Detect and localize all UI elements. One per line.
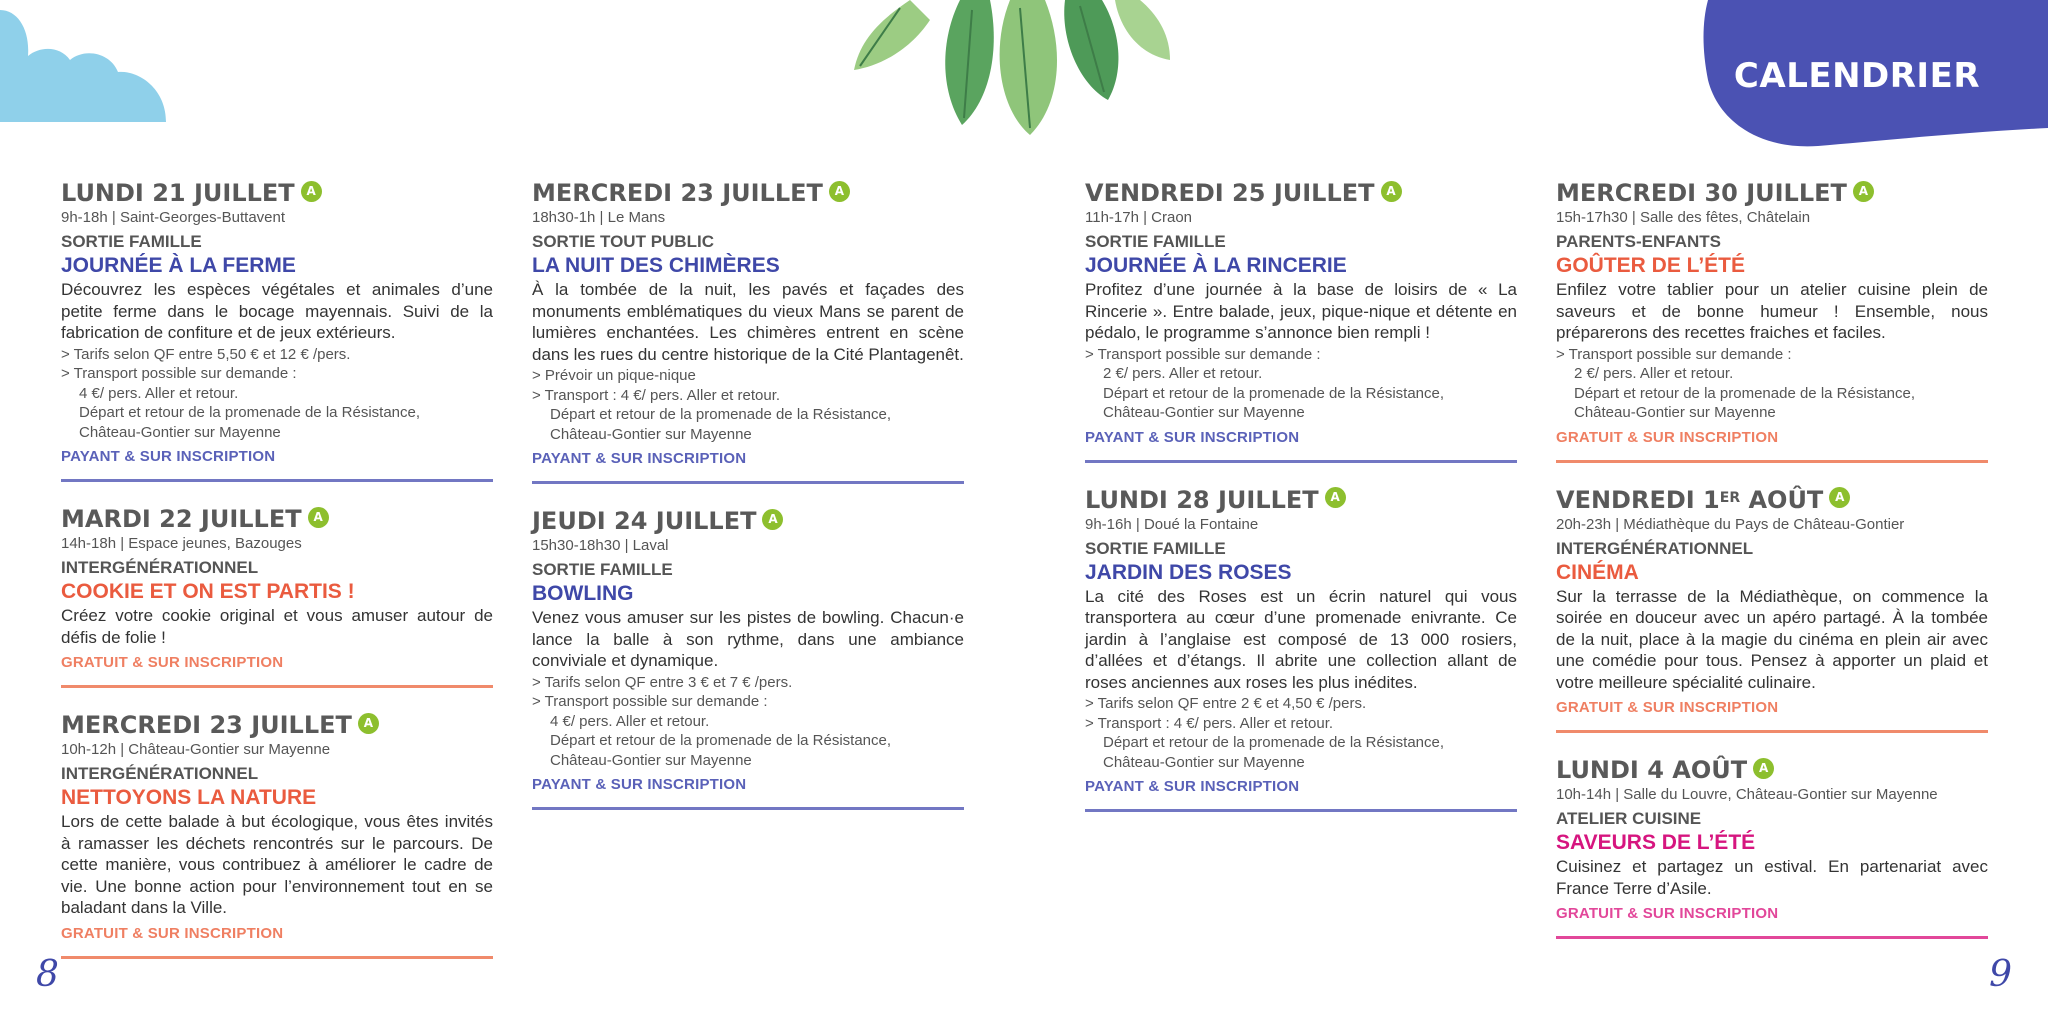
event-card <box>61 504 493 688</box>
event-description: À la tombée de la nuit, les pavés et façades des monuments emblématiques du vieux Mans se parent de lumières enchantées. Les chimères entrent en scène dans les rues du centre historique de la Cité Plantagenêt. <box>532 280 964 364</box>
event-notes <box>1085 694 1517 772</box>
event-registration-status: GRATUIT & SUR INSCRIPTION <box>1556 905 1779 922</box>
event-note-line: Château-Gontier sur Mayenne <box>79 423 281 441</box>
event-description: Cuisinez et partagez un estival. En partenariat avec France Terre d’Asile. <box>1556 857 1988 898</box>
event-time-location: 18h30-1h | Le Mans <box>532 209 666 226</box>
event-date: VENDREDI 25 JUILLET A <box>1085 178 1517 208</box>
event-note-line: > Transport possible sur demande : <box>1085 345 1321 363</box>
event-title: COOKIE ET ON EST PARTIS ! <box>61 580 355 603</box>
event-title: JOURNÉE À LA FERME <box>61 254 296 277</box>
event-note-line: > Transport possible sur demande : <box>532 693 768 710</box>
calendar-column-4 <box>1556 178 1988 961</box>
event-registration-status: GRATUIT & SUR INSCRIPTION <box>61 924 284 942</box>
calendar-column-2 <box>532 178 964 832</box>
event-category: SORTIE FAMILLE <box>61 232 202 251</box>
event-description: Découvrez les espèces végétales et animales d’une petite ferme dans le bocage mayennais. Suivi de la fabrication de confiture et de jeux extérieurs. <box>61 280 493 342</box>
event-category: SORTIE FAMILLE <box>532 560 673 579</box>
event-date: MERCREDI 23 JUILLET A <box>61 710 493 740</box>
event-title: JARDIN DES ROSES <box>1085 560 1292 584</box>
event-registration-status: PAYANT & SUR INSCRIPTION <box>532 776 747 793</box>
event-card <box>532 506 964 810</box>
event-time-location: 14h-18h | Espace jeunes, Bazouges <box>61 535 302 552</box>
leaves-decoration <box>840 0 1200 140</box>
event-card <box>1085 485 1517 813</box>
event-note-line: Départ et retour de la promenade de la Résistance, <box>550 406 892 423</box>
event-note-line: 2 €/ pers. Aller et retour. <box>1574 365 1734 382</box>
event-note-line: Départ et retour de la promenade de la Résistance, <box>550 732 892 749</box>
accessibility-badge-icon: A <box>301 181 322 202</box>
event-category: INTERGÉNÉRATIONNEL <box>1556 538 1754 558</box>
event-note-line: > Transport : 4 €/ pers. Aller et retour. <box>1085 714 1334 732</box>
event-registration-status: GRATUIT & SUR INSCRIPTION <box>1556 428 1779 446</box>
event-date: MARDI 22 JUILLET A <box>61 504 493 534</box>
event-time-location: 20h-23h | Médiathèque du Pays de Château-Gontier <box>1556 515 1905 533</box>
event-note-line: Château-Gontier sur Mayenne <box>1103 753 1305 771</box>
event-description: La cité des Roses est un écrin naturel qui vous transportera au cœur d’une promenade enivrante. Ce jardin à l’anglaise est composé de 13 000 rosiers, d’allées et d’étangs. Il abrite une collection allant de roses anciennes aux roses les plus inédites. <box>1085 586 1517 692</box>
accessibility-badge-icon: A <box>1753 758 1774 779</box>
accessibility-badge-icon: A <box>1853 181 1874 202</box>
event-time-location: 9h-16h | Doué la Fontaine <box>1085 515 1259 533</box>
event-registration-status: PAYANT & SUR INSCRIPTION <box>1085 778 1300 795</box>
page-number-left: 8 <box>36 954 59 995</box>
event-note-line: 4 €/ pers. Aller et retour. <box>550 712 710 730</box>
event-card <box>61 710 493 959</box>
event-card <box>532 178 964 484</box>
event-category: SORTIE TOUT PUBLIC <box>532 232 714 251</box>
event-registration-status: PAYANT & SUR INSCRIPTION <box>1085 428 1300 446</box>
event-description: Sur la terrasse de la Médiathèque, on commence la soirée en douceur avec un apéro partagé. À la tombée de la nuit, place à la magie du cinéma en plein air avec une comédie pour tous. Pensez à apporter un plaid et votre meilleure spécialité culinaire. <box>1556 586 1988 692</box>
accessibility-badge-icon: A <box>1325 487 1346 508</box>
event-date: JEUDI 24 JUILLET A <box>532 506 964 536</box>
event-note-line: Château-Gontier sur Mayenne <box>1103 404 1305 421</box>
event-notes <box>1556 345 1988 423</box>
cloud-decoration <box>0 0 180 130</box>
event-card <box>1556 178 1988 463</box>
event-category: SORTIE FAMILLE <box>1085 232 1226 251</box>
event-note-line: > Transport possible sur demande : <box>61 365 297 382</box>
event-note-line: Départ et retour de la promenade de la Résistance, <box>1574 384 1916 402</box>
event-category: ATELIER CUISINE <box>1556 809 1702 828</box>
event-card <box>1556 485 1988 734</box>
event-time-location: 10h-14h | Salle du Louvre, Château-Gontier sur Mayenne <box>1556 786 1938 803</box>
event-title: BOWLING <box>532 582 634 605</box>
event-note-line: Départ et retour de la promenade de la Résistance, <box>1103 734 1445 751</box>
event-time-location: 9h-18h | Saint-Georges-Buttavent <box>61 209 286 226</box>
event-time-location: 10h-12h | Château-Gontier sur Mayenne <box>61 741 331 758</box>
event-registration-status: PAYANT & SUR INSCRIPTION <box>532 450 747 467</box>
accessibility-badge-icon: A <box>1381 181 1402 202</box>
event-note-line: Départ et retour de la promenade de la Résistance, <box>1103 384 1445 402</box>
page-number-right: 9 <box>1989 954 2012 995</box>
event-description: Venez vous amuser sur les pistes de bowling. Chacun·e lance la balle à son rythme, dans une ambiance conviviale et dynamique. <box>532 608 964 670</box>
event-title: LA NUIT DES CHIMÈRES <box>532 254 780 277</box>
event-title: CINÉMA <box>1556 560 1639 584</box>
event-note-line: Château-Gontier sur Mayenne <box>550 425 752 443</box>
event-time-location: 15h-17h30 | Salle des fêtes, Châtelain <box>1556 209 1811 226</box>
event-description: Profitez d’une journée à la base de loisirs de « La Rincerie ». Entre balade, jeux, pique-nique et détente en pédalo, le programme s’annonce bien rempli ! <box>1085 280 1517 342</box>
event-date: LUNDI 28 JUILLET A <box>1085 485 1517 515</box>
event-date: LUNDI 21 JUILLET A <box>61 178 493 208</box>
event-note-line: > Transport : 4 €/ pers. Aller et retour. <box>532 386 781 404</box>
accessibility-badge-icon: A <box>1829 487 1850 508</box>
event-registration-status: PAYANT & SUR INSCRIPTION <box>61 448 276 465</box>
event-date: MERCREDI 23 JUILLET A <box>532 178 964 208</box>
event-date: VENDREDI 1ER AOÛT A <box>1556 485 1988 515</box>
event-description: Enfilez votre tablier pour un atelier cuisine plein de saveurs et de bonne humeur ! Ensemble, nous préparerons des recettes fraiches et faciles. <box>1556 280 1988 342</box>
accessibility-badge-icon: A <box>762 509 783 530</box>
event-notes <box>532 366 964 444</box>
event-category: PARENTS-ENFANTS <box>1556 232 1721 251</box>
event-registration-status: GRATUIT & SUR INSCRIPTION <box>61 654 284 671</box>
event-time-location: 11h-17h | Craon <box>1085 209 1193 226</box>
event-note-line: > Tarifs selon QF entre 3 € et 7 € /pers. <box>532 673 793 691</box>
calendar-column-1 <box>61 178 493 981</box>
event-card <box>61 178 493 482</box>
accessibility-badge-icon: A <box>829 181 850 202</box>
accessibility-badge-icon: A <box>308 507 329 528</box>
event-title: JOURNÉE À LA RINCERIE <box>1085 254 1347 277</box>
event-title: NETTOYONS LA NATURE <box>61 786 317 809</box>
event-description: Lors de cette balade à but écologique, vous êtes invités à ramasser les déchets rencontrés sur le parcours. De cette manière, vous contribuez à améliorer le cadre de vie. Une bonne action pour l’environnement tout en se baladant dans la Ville. <box>61 812 493 917</box>
event-note-line: 4 €/ pers. Aller et retour. <box>79 384 239 402</box>
event-notes <box>1085 345 1517 423</box>
event-title: GOÛTER DE L’ÉTÉ <box>1556 254 1746 277</box>
event-card <box>1556 755 1988 939</box>
event-date: LUNDI 4 AOÛT A <box>1556 755 1988 785</box>
event-description: Créez votre cookie original et vous amuser autour de défis de folie ! <box>61 606 493 647</box>
event-note-line: > Transport possible sur demande : <box>1556 345 1792 363</box>
event-note-line: 2 €/ pers. Aller et retour. <box>1103 365 1263 382</box>
event-category: SORTIE FAMILLE <box>1085 538 1226 558</box>
event-card <box>1085 178 1517 463</box>
event-title: SAVEURS DE L’ÉTÉ <box>1556 831 1756 854</box>
event-note-line: > Prévoir un pique-nique <box>532 367 696 384</box>
event-notes <box>532 673 964 771</box>
event-time-location: 15h30-18h30 | Laval <box>532 537 669 554</box>
event-note-line: Château-Gontier sur Mayenne <box>1574 404 1776 421</box>
event-note-line: > Tarifs selon QF entre 2 € et 4,50 € /pers. <box>1085 695 1367 712</box>
calendar-column-3 <box>1085 178 1517 834</box>
event-note-line: > Tarifs selon QF entre 5,50 € et 12 € /pers. <box>61 345 351 363</box>
event-date: MERCREDI 30 JUILLET A <box>1556 178 1988 208</box>
event-category: INTERGÉNÉRATIONNEL <box>61 558 259 577</box>
event-note-line: Départ et retour de la promenade de la Résistance, <box>79 404 421 421</box>
page-title: CALENDRIER <box>1733 56 1980 96</box>
event-note-line: Château-Gontier sur Mayenne <box>550 751 752 769</box>
event-notes <box>61 345 493 443</box>
event-registration-status: GRATUIT & SUR INSCRIPTION <box>1556 699 1779 716</box>
accessibility-badge-icon: A <box>358 713 379 734</box>
event-category: INTERGÉNÉRATIONNEL <box>61 764 259 783</box>
